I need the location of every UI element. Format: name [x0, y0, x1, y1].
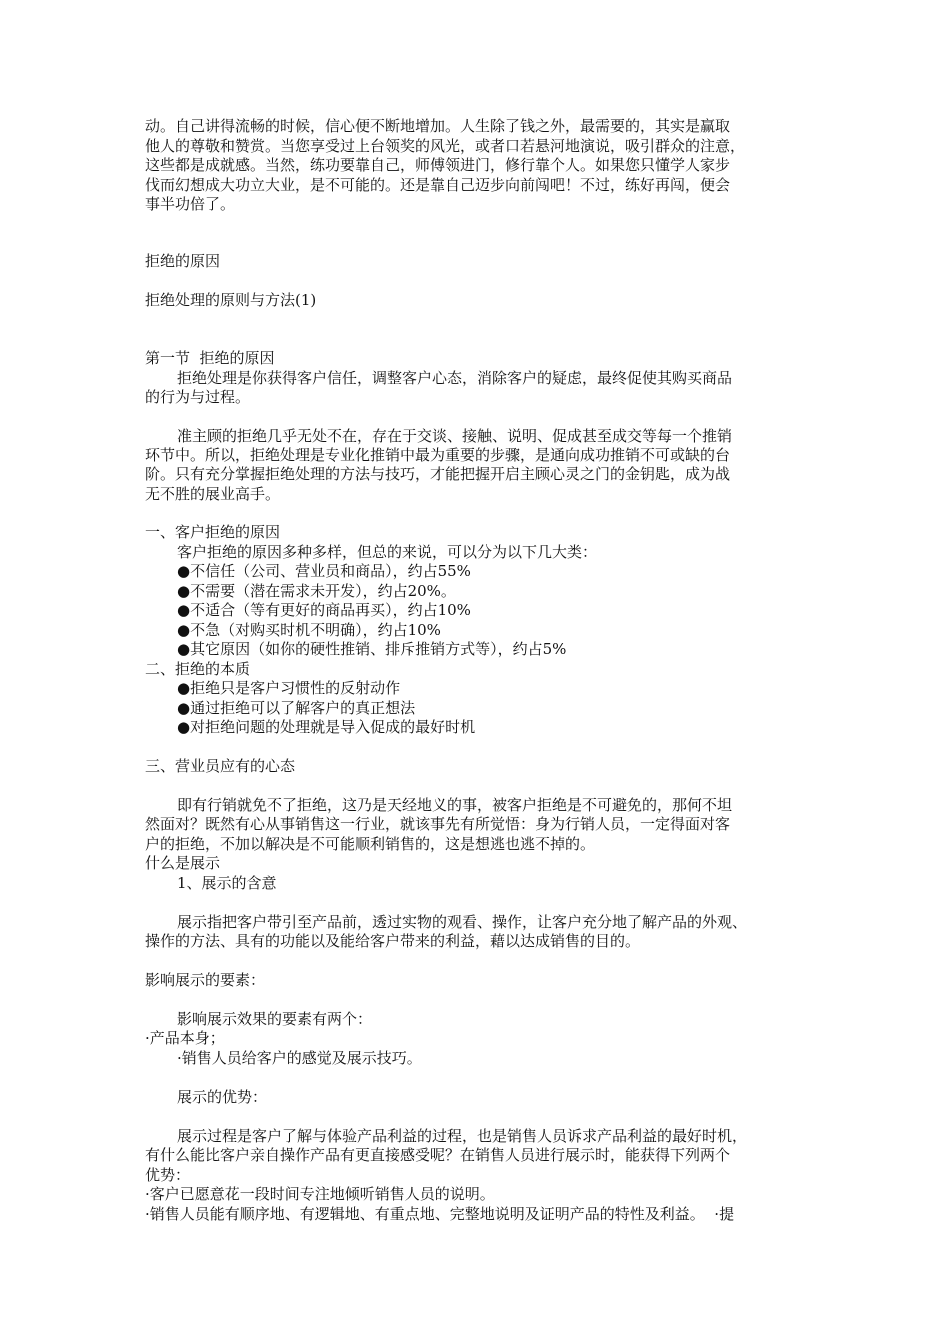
text-line: 展示指把客户带引至产品前，透过实物的观看、操作，让客户充分地了解产品的外观、	[177, 913, 748, 931]
list-item: ●拒绝只是客户习惯性的反射动作	[177, 679, 401, 697]
section-title: 第一节 拒绝的原因	[145, 349, 275, 367]
text-line: 展示过程是客户了解与体验产品利益的过程，也是销售人员诉求产品利益的最好时机，	[177, 1127, 748, 1145]
list-item: ●不急（对购买时机不明确），约占10%	[177, 621, 441, 639]
heading: 拒绝处理的原则与方法(1)	[145, 291, 317, 309]
list-item: ·客户已愿意花一段时间专注地倾听销售人员的说明。	[145, 1185, 495, 1203]
section-title: 二、拒绝的本质	[145, 660, 251, 678]
text-line: 影响展示效果的要素有两个：	[177, 1010, 373, 1028]
text-line: 环节中。所以，拒绝处理是专业化推销中最为重要的步骤，是通向成功推销不可或缺的台	[145, 446, 731, 464]
list-item: ●其它原因（如你的硬性推销、排斥推销方式等），约占5%	[177, 640, 567, 658]
text-line: 阶。只有充分掌握拒绝处理的方法与技巧，才能把握开启主顾心灵之门的金钥匙，成为战	[145, 465, 731, 483]
list-item: ●不需要（潜在需求未开发），约占20%。	[177, 582, 456, 600]
list-item: ●通过拒绝可以了解客户的真正想法	[177, 699, 416, 717]
text-line: 他人的尊敬和赞赏。当您享受过上台领奖的风光，或者口若悬河地演说，吸引群众的注意，	[145, 137, 746, 155]
section-title: 三、营业员应有的心态	[145, 757, 296, 775]
heading: 什么是展示	[145, 854, 221, 872]
heading: 展示的优势：	[177, 1088, 268, 1106]
list-item: ·产品本身；	[145, 1029, 225, 1047]
list-item: ●对拒绝问题的处理就是导入促成的最好时机	[177, 718, 476, 736]
list-item: ·销售人员能有顺序地、有逻辑地、有重点地、完整地说明及证明产品的特性及利益。 ·提	[145, 1205, 735, 1223]
section-title: 一、客户拒绝的原因	[145, 523, 281, 541]
text-line: 这些都是成就感。当然，练功要靠自己，师傅领进门，修行靠个人。如果您只懂学人家步	[145, 156, 731, 174]
text-line: 客户拒绝的原因多种多样，但总的来说，可以分为以下几大类：	[177, 543, 598, 561]
text-line: 伐而幻想成大功立大业，是不可能的。还是靠自己迈步向前闯吧！不过，练好再闯，便会	[145, 176, 731, 194]
text-line: 即有行销就免不了拒绝，这乃是天经地义的事，被客户拒绝是不可避免的，那何不坦	[177, 796, 733, 814]
text-line: 拒绝处理是你获得客户信任，调整客户心态，消除客户的疑虑，最终促使其购买商品	[177, 369, 733, 387]
text-line: 事半功倍了。	[145, 195, 236, 213]
subheading: 1、展示的含意	[177, 874, 277, 892]
text-line: 无不胜的展业高手。	[145, 485, 281, 503]
text-line: 然面对？既然有心从事销售这一行业，就该事先有所觉悟：身为行销人员，一定得面对客	[145, 815, 731, 833]
text-line: 优势：	[145, 1166, 191, 1184]
text-line: 户的拒绝，不加以解决是不可能顺利销售的，这是想逃也逃不掉的。	[145, 835, 596, 853]
text-line: 动。自己讲得流畅的时候，信心便不断地增加。人生除了钱之外，最需要的，其实是赢取	[145, 117, 731, 135]
text-line: 操作的方法、具有的功能以及能给客户带来的利益，藉以达成销售的目的。	[145, 932, 641, 950]
text-line: 有什么能比客户亲自操作产品有更直接感受呢？在销售人员进行展示时，能获得下列两个	[145, 1146, 731, 1164]
list-item: ·销售人员给客户的感觉及展示技巧。	[177, 1049, 422, 1067]
list-item: ●不信任（公司、营业员和商品），约占55%	[177, 562, 471, 580]
list-item: ●不适合（等有更好的商品再买），约占10%	[177, 601, 471, 619]
text-line: 准主顾的拒绝几乎无处不在，存在于交谈、接触、说明、促成甚至成交等每一个推销	[177, 427, 733, 445]
text-line: 的行为与过程。	[145, 388, 251, 406]
heading: 影响展示的要素：	[145, 971, 266, 989]
heading: 拒绝的原因	[145, 252, 221, 270]
